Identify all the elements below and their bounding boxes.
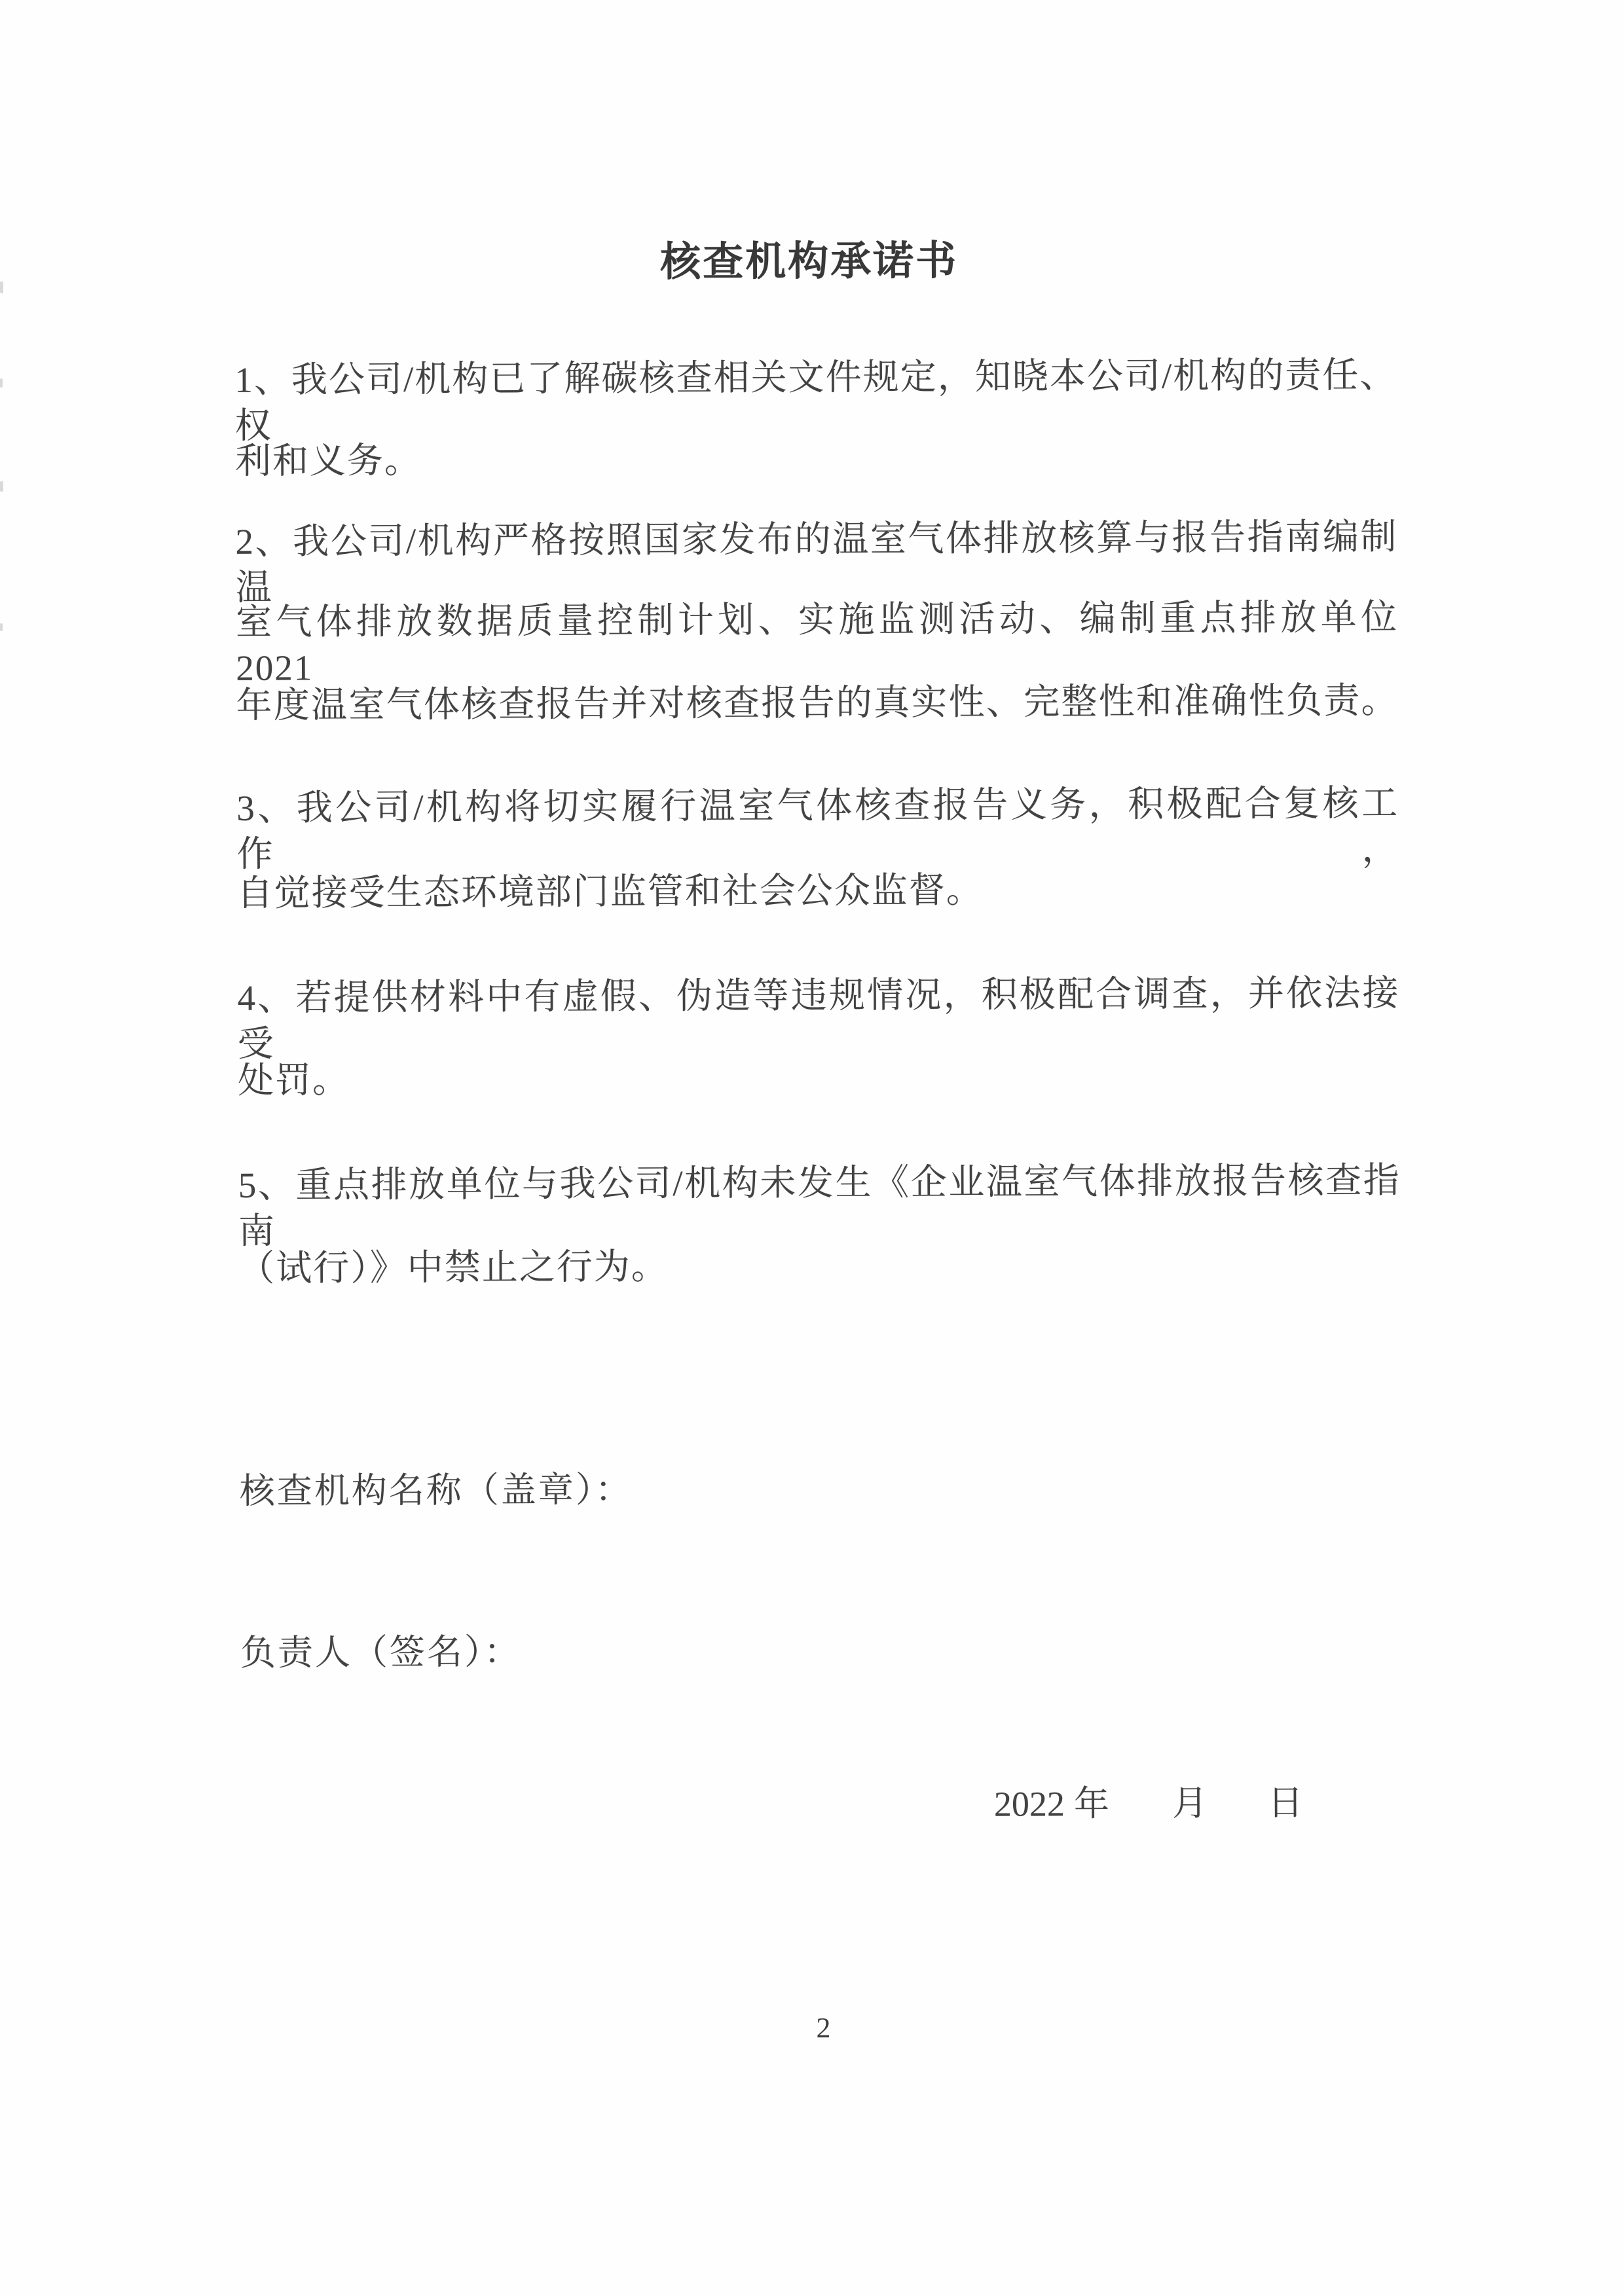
paragraph-1-line-1: 1、我公司/机构已了解碳核查相关文件规定，知晓本公司/机构的责任、权 <box>234 355 1397 446</box>
date-year-unit: 年 <box>1073 1784 1110 1824</box>
paragraph-5-line-1: 5、重点排放单位与我公司/机构未发生《企业温室气体排放报告核查指南 <box>238 1160 1401 1251</box>
date-month-unit: 月 <box>1172 1783 1208 1823</box>
paragraph-3-line-2: 自觉接受生态环境部门监管和社会公众监督。 <box>236 869 984 913</box>
signature-org-label: 核查机构名称（盖章）： <box>239 1470 633 1511</box>
paragraph-1-line-2: 利和义务。 <box>234 440 422 481</box>
paragraph-3-line-1: 3、我公司/机构将切实履行温室气体核查报告义务，积极配合复核工作， <box>236 783 1399 874</box>
paragraph-2-line-3: 年度温室气体核查报告并对核查报告的真实性、完整性和准确性负责。 <box>236 680 1399 725</box>
paragraph-5-line-2: （试行）》中禁止之行为。 <box>238 1246 669 1288</box>
date-day-unit: 日 <box>1267 1783 1304 1823</box>
paragraph-2-line-1: 2、我公司/机构严格按照国家发布的温室气体排放核算与报告指南编制温 <box>235 517 1398 608</box>
page-number: 2 <box>816 2011 831 2044</box>
paragraph-2-line-2: 室气体排放数据质量控制计划、实施监测活动、编制重点排放单位 2021 <box>235 597 1399 688</box>
date-year: 2022 <box>993 1784 1065 1824</box>
paragraph-4-line-1: 4、若提供材料中有虚假、伪造等违规情况，积极配合调查，并依法接受 <box>237 973 1400 1064</box>
document-title: 核查机构承诺书 <box>659 239 959 285</box>
paragraph-4-line-2: 处罚。 <box>237 1060 350 1101</box>
date-line <box>994 1780 1303 1827</box>
signature-person-label: 负责人（签名）： <box>240 1631 522 1673</box>
